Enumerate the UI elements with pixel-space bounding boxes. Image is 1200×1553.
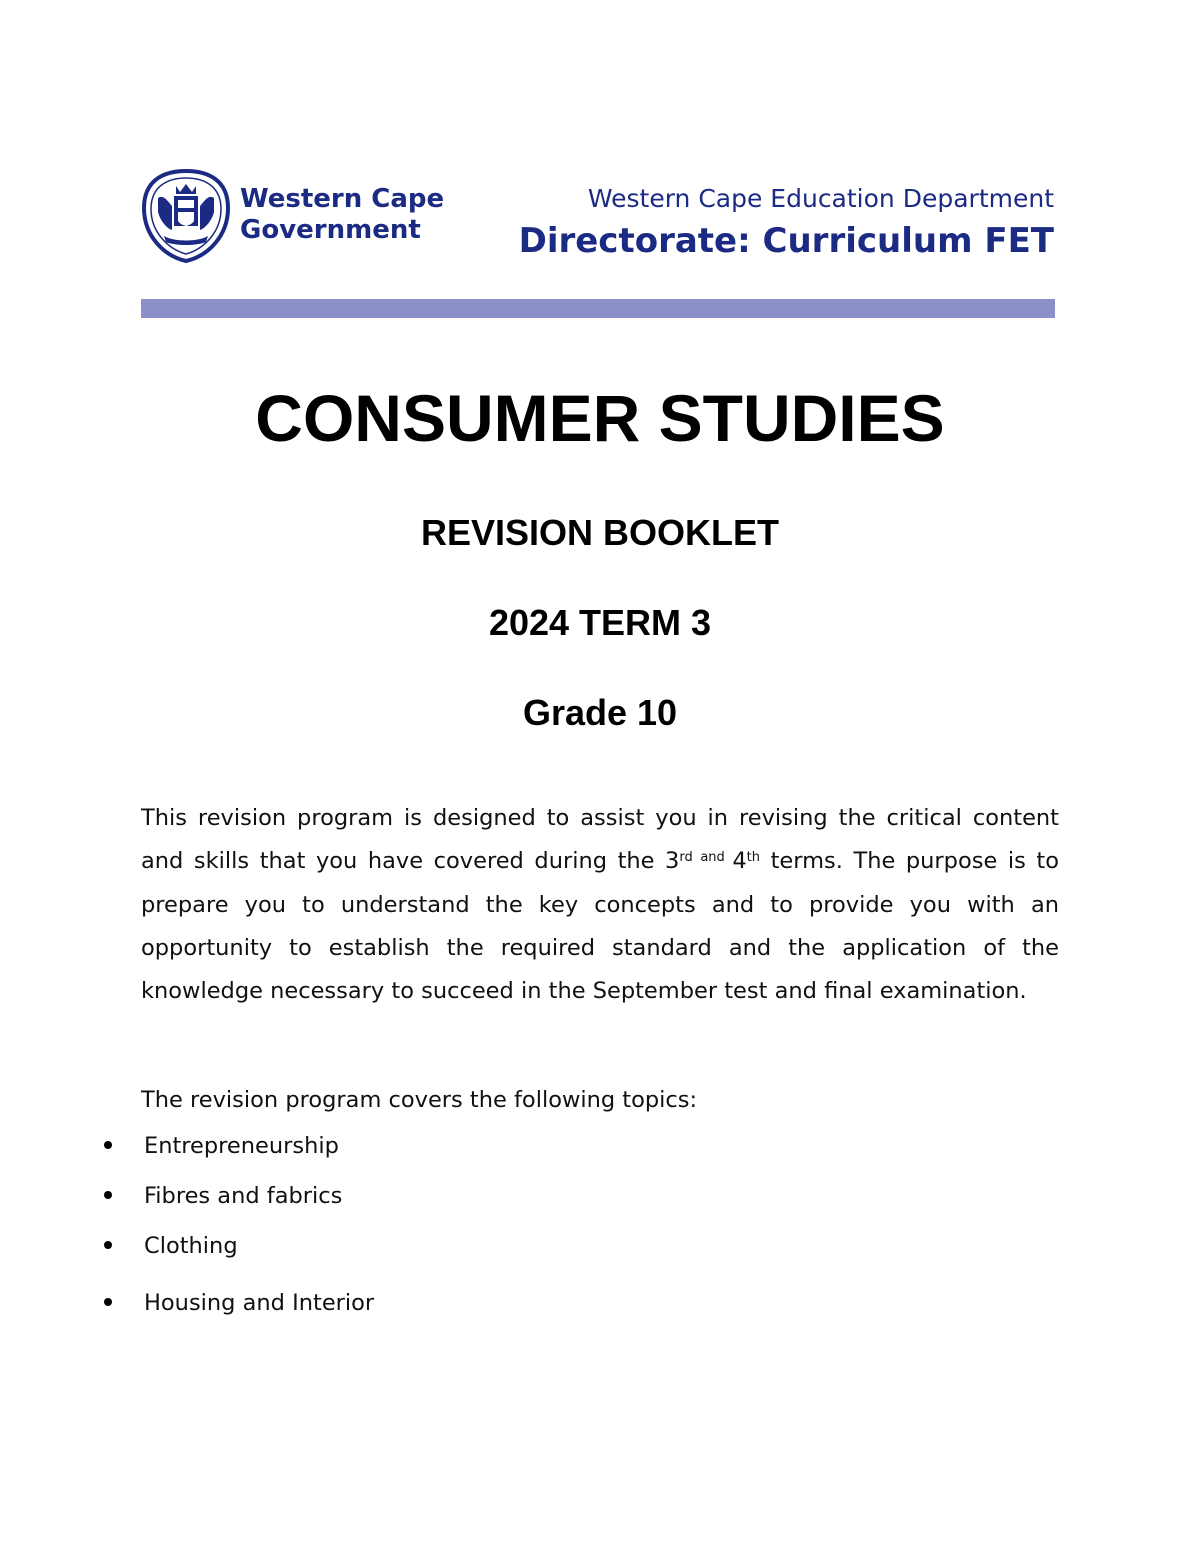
superscript-th: th	[746, 850, 760, 866]
year-term: 2024 TERM 3	[488, 602, 712, 643]
topics-intro: The revision program covers the following topics:	[141, 1087, 698, 1113]
logo-line-1: Western Cape	[240, 184, 445, 214]
topic-label: Entrepreneurship	[144, 1133, 339, 1159]
department-header	[519, 183, 1054, 263]
logo-wordmark	[240, 184, 444, 246]
topic-label: Fibres and fabrics	[144, 1183, 343, 1209]
document-subtitle: REVISION BOOKLET	[420, 512, 780, 553]
topic-label: Clothing	[144, 1233, 238, 1259]
bullet-icon	[104, 1298, 112, 1306]
paragraph-number-4: 4	[732, 848, 747, 875]
bullet-icon	[104, 1141, 112, 1149]
department-name: Western Cape Education Department	[587, 184, 1054, 213]
list-item	[104, 1226, 238, 1266]
logo-line-2: Government	[240, 215, 421, 245]
superscript-and: and	[692, 850, 733, 866]
bullet-icon	[104, 1241, 112, 1249]
list-item	[104, 1283, 374, 1323]
document-title: CONSUMER STUDIES	[255, 381, 945, 455]
western-cape-coat-of-arms-logo	[138, 168, 234, 264]
topic-label: Housing and Interior	[144, 1290, 375, 1316]
paragraph-text-1: This revision program is designed to assist you in revising the critical content and skills that you have covered during the 3	[141, 805, 1059, 875]
grade-level: Grade 10	[522, 692, 678, 733]
superscript-rd: rd	[679, 850, 693, 866]
header-divider-bar	[141, 299, 1055, 318]
paragraph-text-2: terms. The purpose is to prepare you to understand the key concepts and to provide you with an opportunity to establish the required standard and the application of the knowledge necessary to succeed in the September test and final examination.	[141, 848, 1059, 1005]
directorate-name: Directorate: Curriculum FET	[518, 221, 1054, 261]
bullet-icon	[104, 1191, 112, 1199]
intro-paragraph	[141, 797, 1059, 1013]
list-item	[104, 1176, 342, 1216]
list-item	[104, 1126, 339, 1166]
